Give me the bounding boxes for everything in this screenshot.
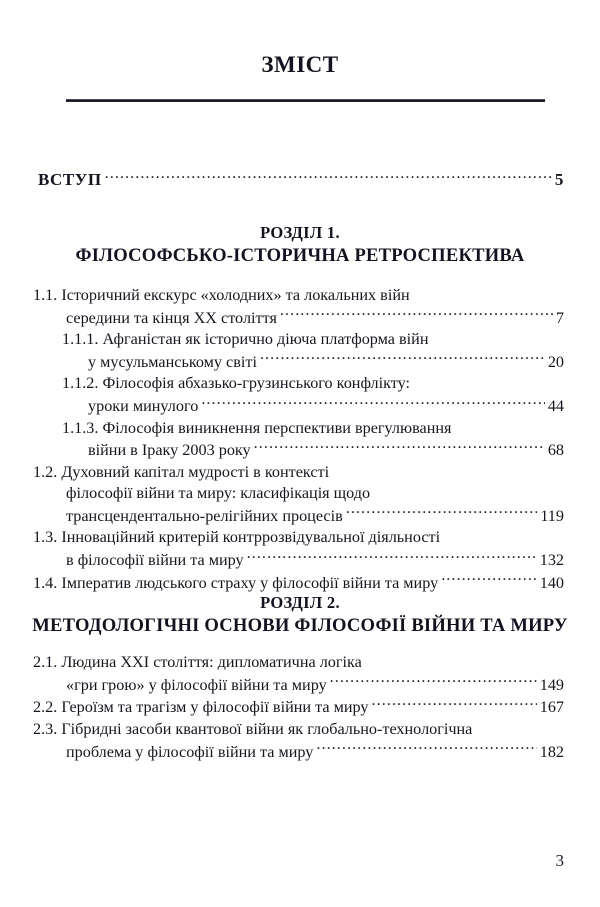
toc-entry-line — [33, 652, 564, 674]
toc-entry-page: 44 — [547, 397, 564, 416]
chapter-name: МЕТОДОЛОГІЧНІ ОСНОВИ ФІЛОСОФІЇ ВІЙНИ ТА МИРУ — [32, 615, 568, 636]
dot-leader — [247, 549, 537, 565]
dot-leader — [441, 572, 537, 588]
toc-entries-chapter-1 — [33, 285, 564, 594]
toc-entry-page: 182 — [539, 742, 564, 761]
toc-entry-page: 167 — [539, 698, 564, 717]
dot-leader — [201, 395, 545, 411]
toc-entry-line-final — [33, 439, 564, 462]
toc-entry-page: 119 — [540, 506, 564, 525]
toc-entry[interactable] — [33, 285, 564, 329]
toc-entry-page: 149 — [539, 675, 564, 694]
dot-leader — [316, 740, 536, 756]
toc-entry[interactable] — [33, 696, 564, 719]
chapter-number: РОЗДІЛ 2. — [260, 593, 340, 612]
toc-entry-line-final — [33, 740, 564, 763]
toc-entry-label: проблема у філософії війни та миру — [66, 742, 314, 761]
toc-entry-label: 1.1. Історичний екскурс «холодних» та локальних війн — [33, 286, 410, 304]
toc-entry-label: у мусульманському світі — [88, 352, 257, 371]
toc-entry-page: 132 — [539, 551, 564, 570]
toc-entry-label: 1.2. Духовний капітал мудрості в контексті — [33, 462, 330, 481]
chapter-heading-2 — [0, 592, 600, 638]
toc-entry-label: 1.1.3. Філософія виникнення перспективи врегулювання — [62, 418, 452, 437]
toc-entry[interactable] — [33, 652, 564, 696]
toc-entry-line — [33, 527, 564, 549]
toc-entry-line-final — [33, 505, 564, 528]
toc-entry-label: в філософії війни та миру — [66, 551, 244, 570]
toc-entry-label: філософії війни та миру: класифікація щодо — [66, 484, 371, 503]
toc-entry-label: 2.1. Людина ХХI століття: дипломатична логіка — [33, 653, 362, 671]
toc-entry-line — [33, 329, 564, 351]
toc-entry-intro[interactable] — [38, 168, 564, 191]
toc-entry[interactable] — [33, 527, 564, 571]
dot-leader — [330, 674, 537, 690]
dot-leader — [254, 439, 545, 455]
toc-entry-label: трансцендентально-релігійних процесів — [66, 506, 343, 525]
toc-entry[interactable] — [33, 719, 564, 763]
toc-entry-line-final — [33, 572, 564, 595]
toc-entries-chapter-2 — [33, 652, 564, 763]
toc-entry-line-final — [33, 674, 564, 697]
toc-entry-line-final — [33, 307, 564, 330]
toc-entry-line — [33, 462, 564, 484]
toc-entry-line — [33, 483, 564, 505]
toc-entry-label: 2.2. Героїзм та трагізм у філософії війни та миру — [33, 698, 369, 717]
chapter-name: ФІЛОСОФСЬКО-ІСТОРИЧНА РЕТРОСПЕКТИВА — [75, 245, 525, 266]
toc-entry-label: середини та кінця ХХ століття — [66, 308, 277, 327]
toc-entry-page: 140 — [539, 573, 564, 592]
dot-leader — [372, 696, 537, 712]
toc-entry[interactable] — [33, 329, 564, 373]
page-title: ЗМІСТ — [261, 52, 339, 77]
toc-entry-line-final — [33, 696, 564, 719]
toc-entry-label: 2.3. Гібридні засоби квантової війни як глобально-технологічна — [33, 719, 473, 738]
toc-entry-page: 68 — [547, 441, 564, 460]
toc-entry-label: 1.1.1. Афганістан як історично діюча платформа війн — [62, 330, 429, 349]
toc-entry[interactable] — [33, 572, 564, 595]
toc-entry-label: війни в Іраку 2003 року — [88, 441, 251, 460]
dot-leader — [260, 351, 545, 367]
page-folio: 3 — [555, 851, 564, 870]
toc-entry-line-final — [33, 549, 564, 572]
toc-entry-label: уроки минулого — [88, 397, 199, 416]
toc-entry[interactable] — [33, 462, 564, 528]
title-divider — [66, 99, 545, 102]
dot-leader — [105, 168, 552, 185]
toc-entry-label: 1.4. Імператив людського страху у філософії війни та миру — [33, 573, 439, 592]
toc-entry-line — [33, 285, 564, 307]
toc-entry-page: 7 — [555, 308, 564, 327]
toc-entry-page: 20 — [547, 352, 564, 371]
dot-leader — [346, 505, 538, 521]
toc-entry-line — [33, 373, 564, 395]
toc-entry-line — [33, 418, 564, 440]
dot-leader — [280, 307, 553, 323]
toc-entry-line-final — [33, 351, 564, 374]
chapter-number: РОЗДІЛ 1. — [260, 223, 340, 242]
toc-entry-label: 1.1.2. Філософія абхазько-грузинського конфлікту: — [62, 374, 411, 393]
toc-entry-label: «гри грою» у філософії війни та миру — [66, 675, 327, 694]
toc-entry-line-final — [33, 395, 564, 418]
toc-entry-label: 1.3. Інноваційний критерій контррозвідувальної діяльності — [33, 528, 441, 547]
toc-entry-label: ВСТУП — [38, 170, 102, 189]
toc-entry-page: 5 — [554, 170, 564, 189]
chapter-heading-1 — [0, 222, 600, 268]
toc-entry-line — [33, 719, 564, 741]
toc-entry[interactable] — [33, 418, 564, 462]
toc-entry[interactable] — [33, 373, 564, 417]
